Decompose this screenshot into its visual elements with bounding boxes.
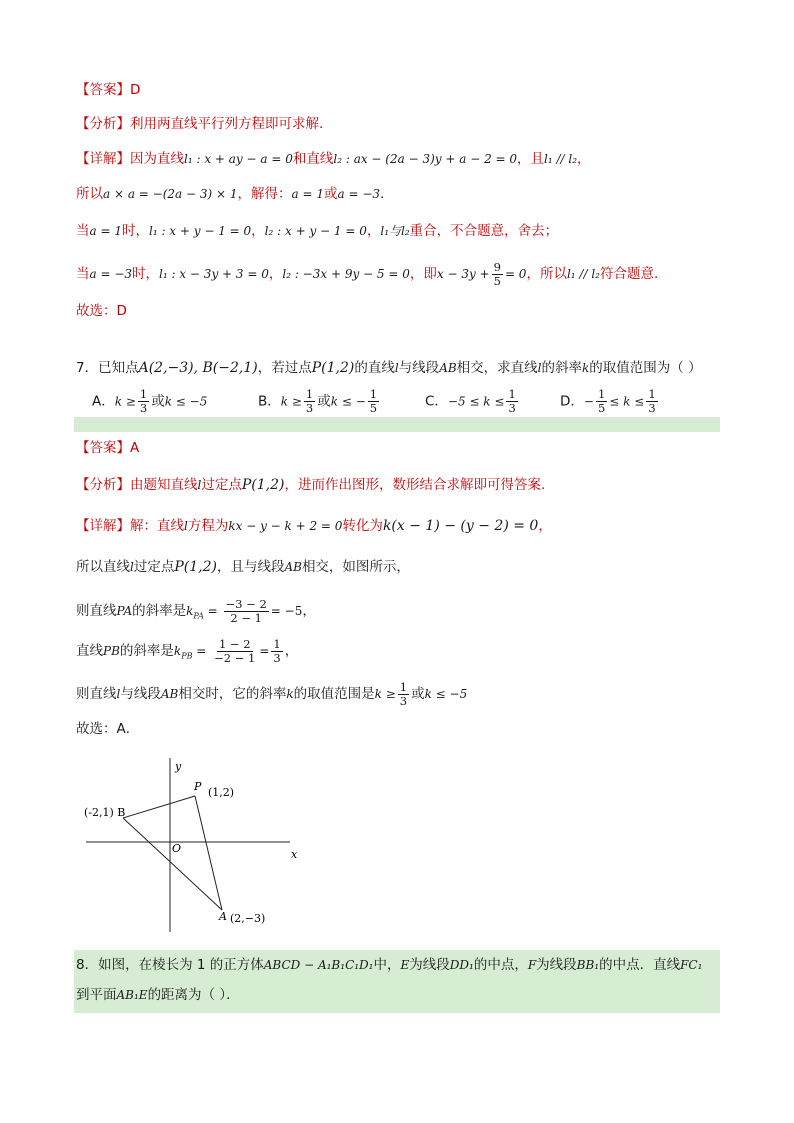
frac-num: 1 — [597, 387, 606, 401]
detail-text: 直线 — [76, 643, 103, 659]
math-var: l — [537, 361, 542, 375]
detail-text: 符合题意. — [599, 266, 659, 282]
option-label: D． — [560, 393, 584, 410]
math-eq: = — [259, 644, 270, 658]
detail-text: 相交时，它的斜率 — [178, 686, 287, 702]
answer-tag: 【答案】 — [76, 82, 130, 98]
detail-text: 或 — [411, 686, 425, 702]
detail-text: 则直线 — [76, 603, 117, 619]
math-var: k — [186, 604, 194, 618]
math-var: PA — [116, 604, 133, 618]
detail-text: 的斜率是 — [119, 643, 174, 659]
detail-text: 方程为 — [187, 518, 229, 534]
q7-choose — [76, 719, 139, 739]
detail-tag: 【详解】 — [76, 518, 130, 534]
analysis-text: 由题知直线 — [130, 477, 198, 493]
detail-text: 当 — [76, 266, 90, 282]
detail-text: 或 — [324, 186, 338, 202]
math-var: l — [197, 478, 202, 492]
point-b-label: (-2,1) B — [84, 806, 126, 819]
math-points: A(2,−3), B(−2,1) — [138, 360, 258, 376]
stem-text: 8．如图，在棱长为 1 的正方体 — [76, 957, 264, 973]
q7-detail-line-1 — [76, 516, 552, 536]
frac-den: 3 — [273, 650, 281, 665]
stem-text: 7．已知点 — [76, 360, 139, 376]
q7-stem — [76, 358, 702, 378]
q6-analysis — [76, 114, 323, 134]
option-text: 或 — [317, 393, 331, 410]
stem-text: 相交，求直线 — [456, 360, 538, 376]
math: − — [583, 394, 594, 409]
analysis-text: 利用两直线平行列方程即可求解. — [130, 116, 324, 132]
fraction — [398, 681, 409, 708]
math: k ≤ −5 — [164, 394, 208, 409]
math: k ≤ −5 — [424, 687, 468, 701]
fraction — [368, 388, 379, 415]
q7-detail-line-4: 直线PB的斜率是$k_{PB}$ = $\frac{1 - 2}{-2 - 1}$ = $\frac{1}{3}$ ， — [76, 636, 299, 665]
answer-value: D — [130, 82, 141, 98]
frac-num: 1 — [369, 387, 378, 401]
q6-detail-line-2 — [76, 184, 384, 204]
stem-text: 为线段 — [536, 957, 577, 973]
detail-text: 与线段 — [120, 686, 161, 702]
frac-den: 3 — [305, 401, 314, 415]
choose-text: 故选：D — [76, 303, 127, 319]
math-point: P(1,2) — [311, 360, 355, 376]
math-eq: a × a = −(2a − 3) × 1 — [103, 187, 238, 201]
coordinate-figure — [78, 752, 318, 937]
q6-answer — [76, 80, 140, 100]
math-rel: l₁与l₂ — [380, 224, 410, 238]
detail-text: 所以 — [76, 186, 103, 202]
analysis-text: 过定点 — [201, 477, 242, 493]
math-var: E — [400, 958, 410, 972]
frac-den: 2 − 1 — [230, 610, 262, 625]
math-l2: l₂ : −3x + 9y − 5 = 0 — [282, 267, 410, 281]
frac-num: 1 — [508, 387, 516, 401]
option-b[interactable] — [258, 388, 381, 415]
detail-text: ，即 — [409, 266, 437, 282]
detail-text: ， — [284, 643, 299, 659]
math-var: k — [582, 361, 590, 375]
math-l2: l₂ : ax − (2a − 3)y + a − 2 = 0 — [333, 152, 518, 166]
math: k ≤ − — [330, 394, 366, 409]
detail-text: ，所以 — [526, 266, 567, 282]
math: k ≥ — [280, 394, 302, 409]
q7-analysis — [76, 475, 545, 495]
math-sol: a = −3 — [337, 187, 381, 201]
fraction — [596, 388, 607, 415]
detail-text: ，且与线段 — [216, 559, 285, 575]
detail-text: 重合，不合题意，舍去； — [409, 223, 559, 239]
point-a-coord: (2,−3) — [230, 912, 266, 925]
q8-stem-line-2 — [76, 985, 240, 1005]
fraction — [646, 388, 657, 415]
choose-text: 故选：A． — [76, 721, 140, 737]
option-label: A． — [92, 393, 115, 410]
frac-den: 5 — [597, 401, 606, 415]
math-l1: l₁ : x + ay − a = 0 — [184, 152, 293, 166]
answer-value: A — [130, 440, 140, 456]
math-subscript: PB — [181, 651, 193, 661]
stem-text: 的斜率 — [541, 360, 583, 376]
frac-den: 3 — [648, 401, 656, 415]
detail-text: 所以直线 — [76, 559, 130, 575]
stem-text: 与线段 — [398, 360, 440, 376]
detail-text: ，且 — [517, 151, 545, 167]
fraction — [271, 638, 282, 665]
math-var: AB — [284, 560, 302, 574]
frac-num: 1 — [305, 387, 314, 401]
frac-den: 3 — [508, 401, 516, 415]
fraction — [224, 598, 269, 625]
detail-text: 因为直线 — [130, 151, 184, 167]
segment-ba — [123, 818, 222, 910]
math: −5 ≤ k ≤ — [447, 394, 505, 409]
detail-text: 解：直线 — [130, 518, 184, 534]
q6-detail-line-1 — [76, 149, 591, 169]
math-l2: l₂ : x + y − 1 = 0 — [264, 224, 367, 238]
detail-tag: 【详解】 — [76, 151, 130, 167]
fraction — [212, 638, 257, 665]
frac-den: 5 — [369, 401, 378, 415]
frac-num: 1 — [273, 636, 281, 651]
frac-num: 1 − 2 — [218, 636, 251, 651]
frac-den: 3 — [139, 401, 148, 415]
math-parallel: l₁ // l₂ — [544, 152, 578, 166]
math-plane: AB₁E — [116, 988, 148, 1002]
origin-label: O — [172, 842, 182, 855]
math: k ≥ — [374, 687, 396, 701]
detail-text: 和直线 — [292, 151, 334, 167]
point-a-label: A — [219, 910, 227, 923]
math-var: k — [286, 687, 294, 701]
math-var: F — [527, 958, 537, 972]
detail-text: ， — [251, 223, 265, 239]
q8-stem-line-1 — [76, 955, 702, 975]
fraction — [492, 261, 503, 288]
frac-num: −3 − 2 — [225, 596, 267, 611]
detail-text: 的斜率是 — [132, 603, 187, 619]
answer-tag: 【答案】 — [76, 440, 130, 456]
segment-pa — [195, 796, 222, 910]
math-sol: a = 1 — [291, 187, 325, 201]
math-eq: k(x − 1) − (y − 2) = 0 — [382, 518, 539, 534]
math-var: DD₁ — [449, 958, 474, 972]
stem-text: 的中点， — [473, 957, 528, 973]
math-var: l — [184, 519, 188, 533]
stem-text: 的距离为（ ）． — [147, 987, 240, 1003]
detail-text: ， — [268, 266, 283, 282]
math-parallel: l₁ // l₂ — [566, 267, 600, 281]
q7-detail-line-3: 则直线PA的斜率是$k_{PA}$ = $\frac{-3 - 2}{2 - 1}$ = −5， — [76, 596, 316, 625]
detail-text: 当 — [76, 223, 90, 239]
math-var: PB — [103, 644, 120, 658]
math-var: BB₁ — [576, 958, 600, 972]
detail-text: 转化为 — [342, 518, 383, 534]
option-c[interactable] — [425, 388, 520, 415]
math: k ≥ — [114, 394, 136, 409]
frac-num: 1 — [139, 387, 148, 401]
detail-text: 的取值范围是 — [293, 686, 375, 702]
math-cond: a = 1 — [89, 224, 122, 238]
math-l1: l₁ : x + y − 1 = 0 — [148, 224, 252, 238]
detail-text: ， — [538, 518, 552, 534]
stem-text: 中， — [373, 957, 401, 973]
math-point: P(1,2) — [241, 477, 285, 493]
q6-detail-line-3 — [76, 221, 558, 241]
option-label: C． — [425, 393, 448, 410]
segment-bp — [123, 796, 195, 818]
q6-choose — [76, 301, 127, 321]
stem-text: 的取值范围为（ ） — [589, 360, 702, 376]
detail-text: ，解得： — [237, 186, 292, 202]
math-var: l — [116, 687, 121, 701]
math-point: P(1,2) — [174, 559, 217, 575]
detail-text: ， — [577, 151, 591, 167]
analysis-text: ，进而作出图形，数形结合求解即可得答案. — [284, 477, 546, 493]
analysis-tag: 【分析】 — [76, 477, 130, 493]
stem-text: 到平面 — [76, 987, 117, 1003]
analysis-tag: 【分析】 — [76, 116, 130, 132]
math-var: FC₁ — [680, 958, 703, 972]
stem-text: 的直线 — [354, 360, 395, 376]
point-p-label: P — [194, 780, 202, 793]
q7-detail-line-2 — [76, 557, 410, 577]
option-label: B． — [258, 393, 281, 410]
frac-den: −2 − 1 — [214, 650, 256, 665]
math-result: = −5 — [270, 604, 303, 618]
fraction — [304, 388, 315, 415]
detail-text: 过定点 — [133, 559, 175, 575]
detail-text: ， — [366, 223, 381, 239]
stem-text: 为线段 — [409, 957, 450, 973]
math-var: l — [394, 361, 399, 375]
option-a[interactable] — [92, 388, 207, 415]
frac-den: 5 — [493, 273, 501, 288]
q6-detail-line-4 — [76, 260, 658, 288]
y-axis-label: y — [175, 760, 182, 773]
frac-num: 1 — [399, 679, 408, 694]
frac-num: 1 — [648, 387, 656, 401]
x-axis-label: x — [291, 848, 298, 861]
math-eq: x − 3y + — [436, 267, 490, 281]
detail-text: 时， — [132, 266, 160, 282]
q7-answer — [76, 438, 139, 458]
math-var: l — [130, 560, 134, 574]
math-eq: kx − y − k + 2 = 0 — [228, 519, 343, 533]
stem-text: 的中点．直线 — [599, 957, 681, 973]
frac-den: 3 — [399, 693, 408, 708]
math-cond: a = −3 — [89, 267, 133, 281]
math: ≤ k ≤ — [609, 394, 645, 409]
option-d[interactable] — [560, 388, 660, 415]
math-eq: = 0 — [504, 267, 527, 281]
q7-detail-line-5 — [76, 680, 467, 708]
fraction — [506, 388, 517, 415]
option-text: 或 — [151, 393, 165, 410]
stem-text: ，若过点 — [257, 360, 312, 376]
math-var: k — [173, 644, 182, 658]
detail-text: 时， — [121, 223, 149, 239]
point-p-coord: (1,2) — [208, 786, 235, 799]
answer-separator-band — [74, 417, 720, 432]
math-cube: ABCD − A₁B₁C₁D₁ — [263, 958, 374, 972]
detail-text: . — [380, 186, 385, 202]
math-var: AB — [439, 361, 457, 375]
math-l1: l₁ : x − 3y + 3 = 0 — [159, 267, 269, 281]
math-subscript: PA — [193, 611, 204, 621]
frac-num: 9 — [493, 259, 501, 274]
math-var: AB — [160, 687, 179, 701]
detail-text: ， — [302, 603, 316, 619]
detail-text: 则直线 — [76, 686, 117, 702]
fraction — [138, 388, 149, 415]
detail-text: 相交，如图所示， — [301, 559, 410, 575]
